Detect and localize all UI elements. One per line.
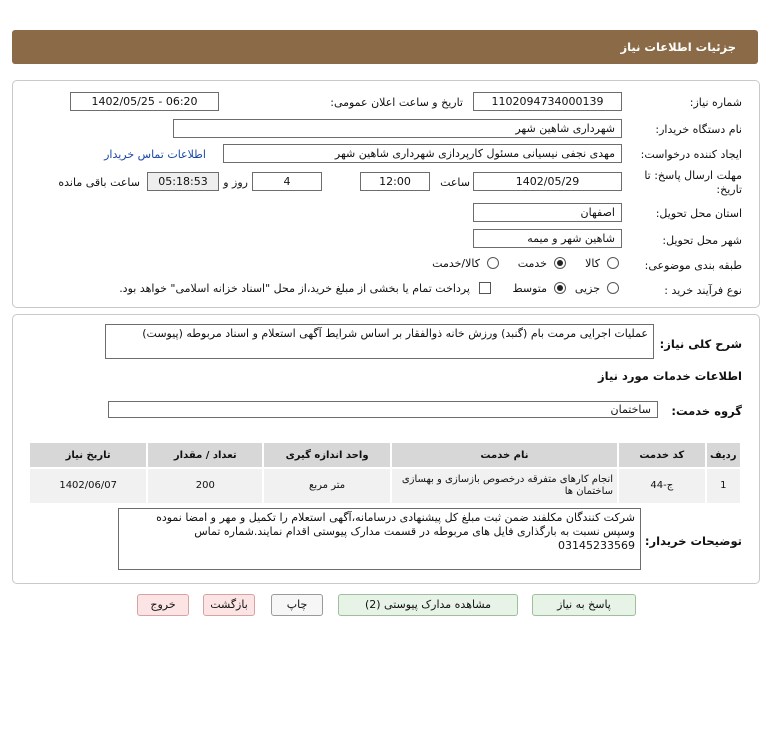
page-header xyxy=(12,30,758,64)
category-option-service: خدمت xyxy=(517,257,547,270)
deadline-date-field[interactable]: 1402/05/29 xyxy=(473,172,622,191)
treasury-payment-checkbox[interactable] xyxy=(479,282,491,294)
remaining-days-field[interactable]: 4 xyxy=(252,172,322,191)
cell-unit: متر مربع xyxy=(263,468,391,504)
buyer-name-label: نام دستگاه خریدار: xyxy=(655,123,742,136)
column-header-unit: واحد اندازه گیری xyxy=(263,442,391,468)
cell-quantity: 200 xyxy=(147,468,263,504)
buyer-name-field[interactable]: شهرداری شاهین شهر xyxy=(173,119,622,138)
services-table xyxy=(28,441,742,505)
column-header-quantity: تعداد / مقدار xyxy=(147,442,263,468)
services-section-heading: اطلاعات خدمات مورد نیاز xyxy=(598,369,742,383)
delivery-city-label: شهر محل تحویل: xyxy=(662,234,742,247)
process-option-minor: جزیی xyxy=(574,282,600,295)
need-info-panel xyxy=(12,80,760,308)
category-radio-goods-service[interactable] xyxy=(487,257,499,269)
cell-row-number: 1 xyxy=(706,468,741,504)
process-option-medium: متوسط xyxy=(512,282,547,295)
deadline-label: مهلت ارسال پاسخ: تا xyxy=(644,169,742,182)
service-group-field[interactable]: ساختمان xyxy=(108,401,658,418)
column-header-need-date: تاریخ نیاز xyxy=(29,442,147,468)
treasury-payment-note: پرداخت تمام یا بخشی از مبلغ خرید،از محل "اسناد خزانه اسلامی" خواهد بود. xyxy=(119,282,470,295)
need-number-field[interactable]: 1102094734000139 xyxy=(473,92,622,111)
need-number-label: شماره نیاز: xyxy=(689,96,742,109)
delivery-city-field[interactable]: شاهین شهر و میمه xyxy=(473,229,622,248)
cell-service-code: ج-44 xyxy=(618,468,706,504)
remaining-time-label: ساعت باقی مانده xyxy=(58,176,140,189)
delivery-province-field[interactable]: اصفهان xyxy=(473,203,622,222)
deadline-time-label: ساعت xyxy=(440,176,470,189)
general-description-label: شرح کلی نیاز: xyxy=(659,337,742,351)
buyer-notes-field[interactable]: شرکت کنندگان مکلفند ضمن ثبت مبلغ کل پیشنهادی درسامانه،آگهی استعلام را تکمیل و مهر و امضا نموده وسپس نسبت به بارگذاری فایل های مربوطه در قسمت مدارک پیوستی اقدام نمایند.شماره تماس 03145233569 xyxy=(118,508,641,570)
category-label: طبقه بندی موضوعی: xyxy=(644,259,742,272)
service-group-label: گروه خدمت: xyxy=(671,404,742,418)
request-creator-label: ایجاد کننده درخواست: xyxy=(640,148,742,161)
remaining-time-field: 05:18:53 xyxy=(147,172,219,191)
buyer-notes-label: توضیحات خریدار: xyxy=(644,534,742,548)
column-header-service-code: کد خدمت xyxy=(618,442,706,468)
process-radio-minor[interactable] xyxy=(607,282,619,294)
column-header-service-name: نام خدمت xyxy=(391,442,618,468)
deadline-time-field[interactable]: 12:00 xyxy=(360,172,430,191)
column-header-row-number: ردیف xyxy=(706,442,741,468)
announce-datetime-label: تاریخ و ساعت اعلان عمومی: xyxy=(330,96,463,109)
exit-button[interactable]: خروج xyxy=(137,594,189,616)
view-attachments-button[interactable]: مشاهده مدارک پیوستی (2) xyxy=(338,594,518,616)
deadline-date-label: تاریخ: xyxy=(716,183,742,196)
cell-need-date: 1402/06/07 xyxy=(29,468,147,504)
announce-datetime-field[interactable]: 1402/05/25 - 06:20 xyxy=(70,92,219,111)
category-option-goods-service: کالا/خدمت xyxy=(432,257,480,270)
days-label: روز و xyxy=(223,176,248,189)
request-creator-field[interactable]: مهدی نجفی نیسیانی مسئول کارپردازی شهرداری شاهین شهر xyxy=(223,144,622,163)
table-header-row xyxy=(29,442,741,468)
purchase-process-label: نوع فرآیند خرید : xyxy=(664,284,742,297)
category-option-goods: کالا xyxy=(585,257,600,270)
delivery-province-label: استان محل تحویل: xyxy=(655,207,742,220)
buyer-contact-link[interactable]: اطلاعات تماس خریدار xyxy=(104,148,206,161)
category-radio-goods[interactable] xyxy=(607,257,619,269)
process-radio-medium[interactable] xyxy=(554,282,566,294)
back-button[interactable]: بازگشت xyxy=(203,594,255,616)
table-row xyxy=(29,468,741,504)
general-description-field[interactable]: عملیات اجرایی مرمت بام (گنبد) ورزش خانه ذوالفقار بر اساس شرایط آگهی استعلام و اسناد مربوطه (پیوست) xyxy=(105,324,654,359)
cell-service-name: انجام کارهای متفرقه درخصوص بازسازی و بهسازی ساختمان ها xyxy=(391,468,618,504)
print-button[interactable]: چاپ xyxy=(271,594,323,616)
page-title: جزئیات اطلاعات نیاز xyxy=(620,40,736,54)
reply-to-need-button[interactable]: پاسخ به نیاز xyxy=(532,594,636,616)
category-radio-service[interactable] xyxy=(554,257,566,269)
